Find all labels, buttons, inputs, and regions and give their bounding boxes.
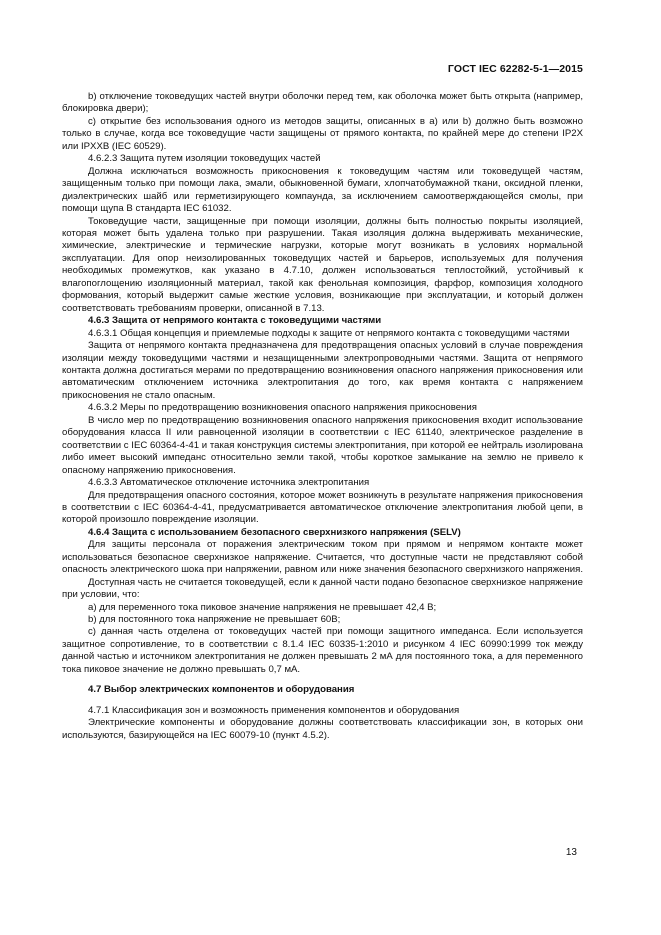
list-item-b: b) для постоянного тока напряжение не превышает 60В; — [88, 614, 341, 626]
subsection-heading: 4.6.3.3 Автоматическое отключение источника электропитания — [88, 477, 370, 489]
paragraph: Для предотвращения опасного состояния, которое может возникнуть в результате напряжения прикосновения в соответствии с IEC 60364-4-41, предусматривается автоматическое отключение электропитания любой цепи, в которой произошло повреждение изоляции. — [62, 489, 583, 526]
paragraph: Для защиты персонала от поражения электрическим током при прямом и непрямом контакте может использоваться безопасное сверхнизкое напряжение. Считается, что доступные части не представляют собой опасность электрического шока при напряжении, равном или ниже значения безопасного сверхнизкого напряжения. — [62, 539, 584, 576]
subsection-heading: 4.6.3.1 Общая концепция и приемлемые подходы к защите от непрямого контакта с токоведущими частями — [88, 327, 570, 339]
section-heading: 4.7 Выбор электрических компонентов и оборудования — [88, 684, 355, 696]
paragraph: Электрические компоненты и оборудование должны соответствовать классификации зон, в которых они используются, базирующейся на IEC 60079-10 (пункт 4.5.2). — [62, 717, 583, 741]
page-number: 13 — [565, 847, 577, 858]
paragraph: Должна исключаться возможность прикосновения к токоведущим частям или токоведущей частям, защищенным только при помощи лака, эмали, обыкновенной бумаги, хлопчатобумажной ткани, оксидной пленки, диэлектрических шайб или герметизирующего компаунда, за исключением самоотверждающейся смолы, при помощи щупа B стандарта IEC 61032. — [62, 165, 583, 215]
paragraph: Токоведущие части, защищенные при помощи изоляции, должны быть полностью покрыты изоляцией, которая может быть удалена только при разрушении. Такая изоляция должна выдерживать механические, химические, электрические и термические нагрузки, которые могут возникать в условиях нормальной эксплуатации. Для опор неизолированных токоведущих частей и барьеров, используемых для получения необходимых промежутков, как указано в 4.7.10, должен использоваться теплостойкий, устойчивый к влагопоглощению изоляционный материал, такой как фенольная композиция, фарфор, композиция холодного формования, который выдержит самые жесткие условия, возникающие при эксплуатации, и который должен соответствовать требованиям проверки, описанной в 7.13. — [62, 215, 583, 314]
subsection-heading: 4.7.1 Классификация зон и возможность применения компонентов и оборудования — [88, 704, 460, 716]
list-item-c: c) данная часть отделена от токоведущих частей при помощи защитного импеданса. Если используется защитное сопротивление, то в соответствии с 8.1.4 IEC 60335-1:2010 и рисунком 4 IEC 60990:1999 ток между данной частью и источником электропитания не должен превышать 2 мА для постоянного тока, а для переменного тока пиковое значение не должно превышать 0,7 мА. — [62, 626, 583, 675]
list-item-a: a) для переменного тока пиковое значение напряжения не превышает 42,4 В; — [88, 601, 437, 613]
section-heading: 4.6.3 Защита от непрямого контакта с токоведущими частями — [88, 315, 382, 327]
paragraph: Доступная часть не считается токоведущей, если к данной части подано безопасное сверхнизкое напряжение при условии, что: — [62, 576, 583, 601]
subsection-heading: 4.6.2.3 Защита путем изоляции токоведущих частей — [88, 153, 321, 165]
paragraph: Защита от непрямого контакта предназначена для предотвращения опасных условий в случае повреждения изоляции между токоведущими частями и незащищенными электропроводными частями. Защита от непрямого контакта должна достигаться мерами по предотвращению возникновения опасного напряжения прикосновения или автоматическим отключением источника электропитания до того, как время контакта с напряжением прикосновения не стало опасным. — [62, 340, 583, 401]
paragraph: В число мер по предотвращению возникновения опасного напряжения прикосновения входит использование оборудования класса II или равноценной изоляции в соответствии с IEC 61140, электрическое разделение в соответствии с IEC 60364-4-41 и такая конструкция системы электропитания, при которой ее нейтраль изолирована либо имеет высокий импеданс относительно земли такой, чтобы короткое замыкание на землю не привело к опасному напряжению прикосновения. — [62, 414, 583, 476]
section-heading: 4.6.4 Защита с использованием безопасного сверхнизкого напряжения (SELV) — [88, 526, 461, 538]
document-id-header: ГОСТ IEC 62282-5-1—2015 — [447, 63, 583, 75]
list-item-c: c) открытие без использования одного из методов защиты, описанных в a) или b) должно быть возможно только в случае, когда все токоведущие части защищены от прямого контакта, по крайней мере до степени IP2X или IPXXB (IEC 60529). — [62, 115, 583, 152]
subsection-heading: 4.6.3.2 Меры по предотвращению возникновения опасного напряжения прикосновения — [88, 402, 477, 414]
list-item-b: b) отключение токоведущих частей внутри оболочки перед тем, как оболочка может быть открыта (например, блокировка двери); — [62, 91, 583, 115]
body-text — [62, 91, 583, 742]
